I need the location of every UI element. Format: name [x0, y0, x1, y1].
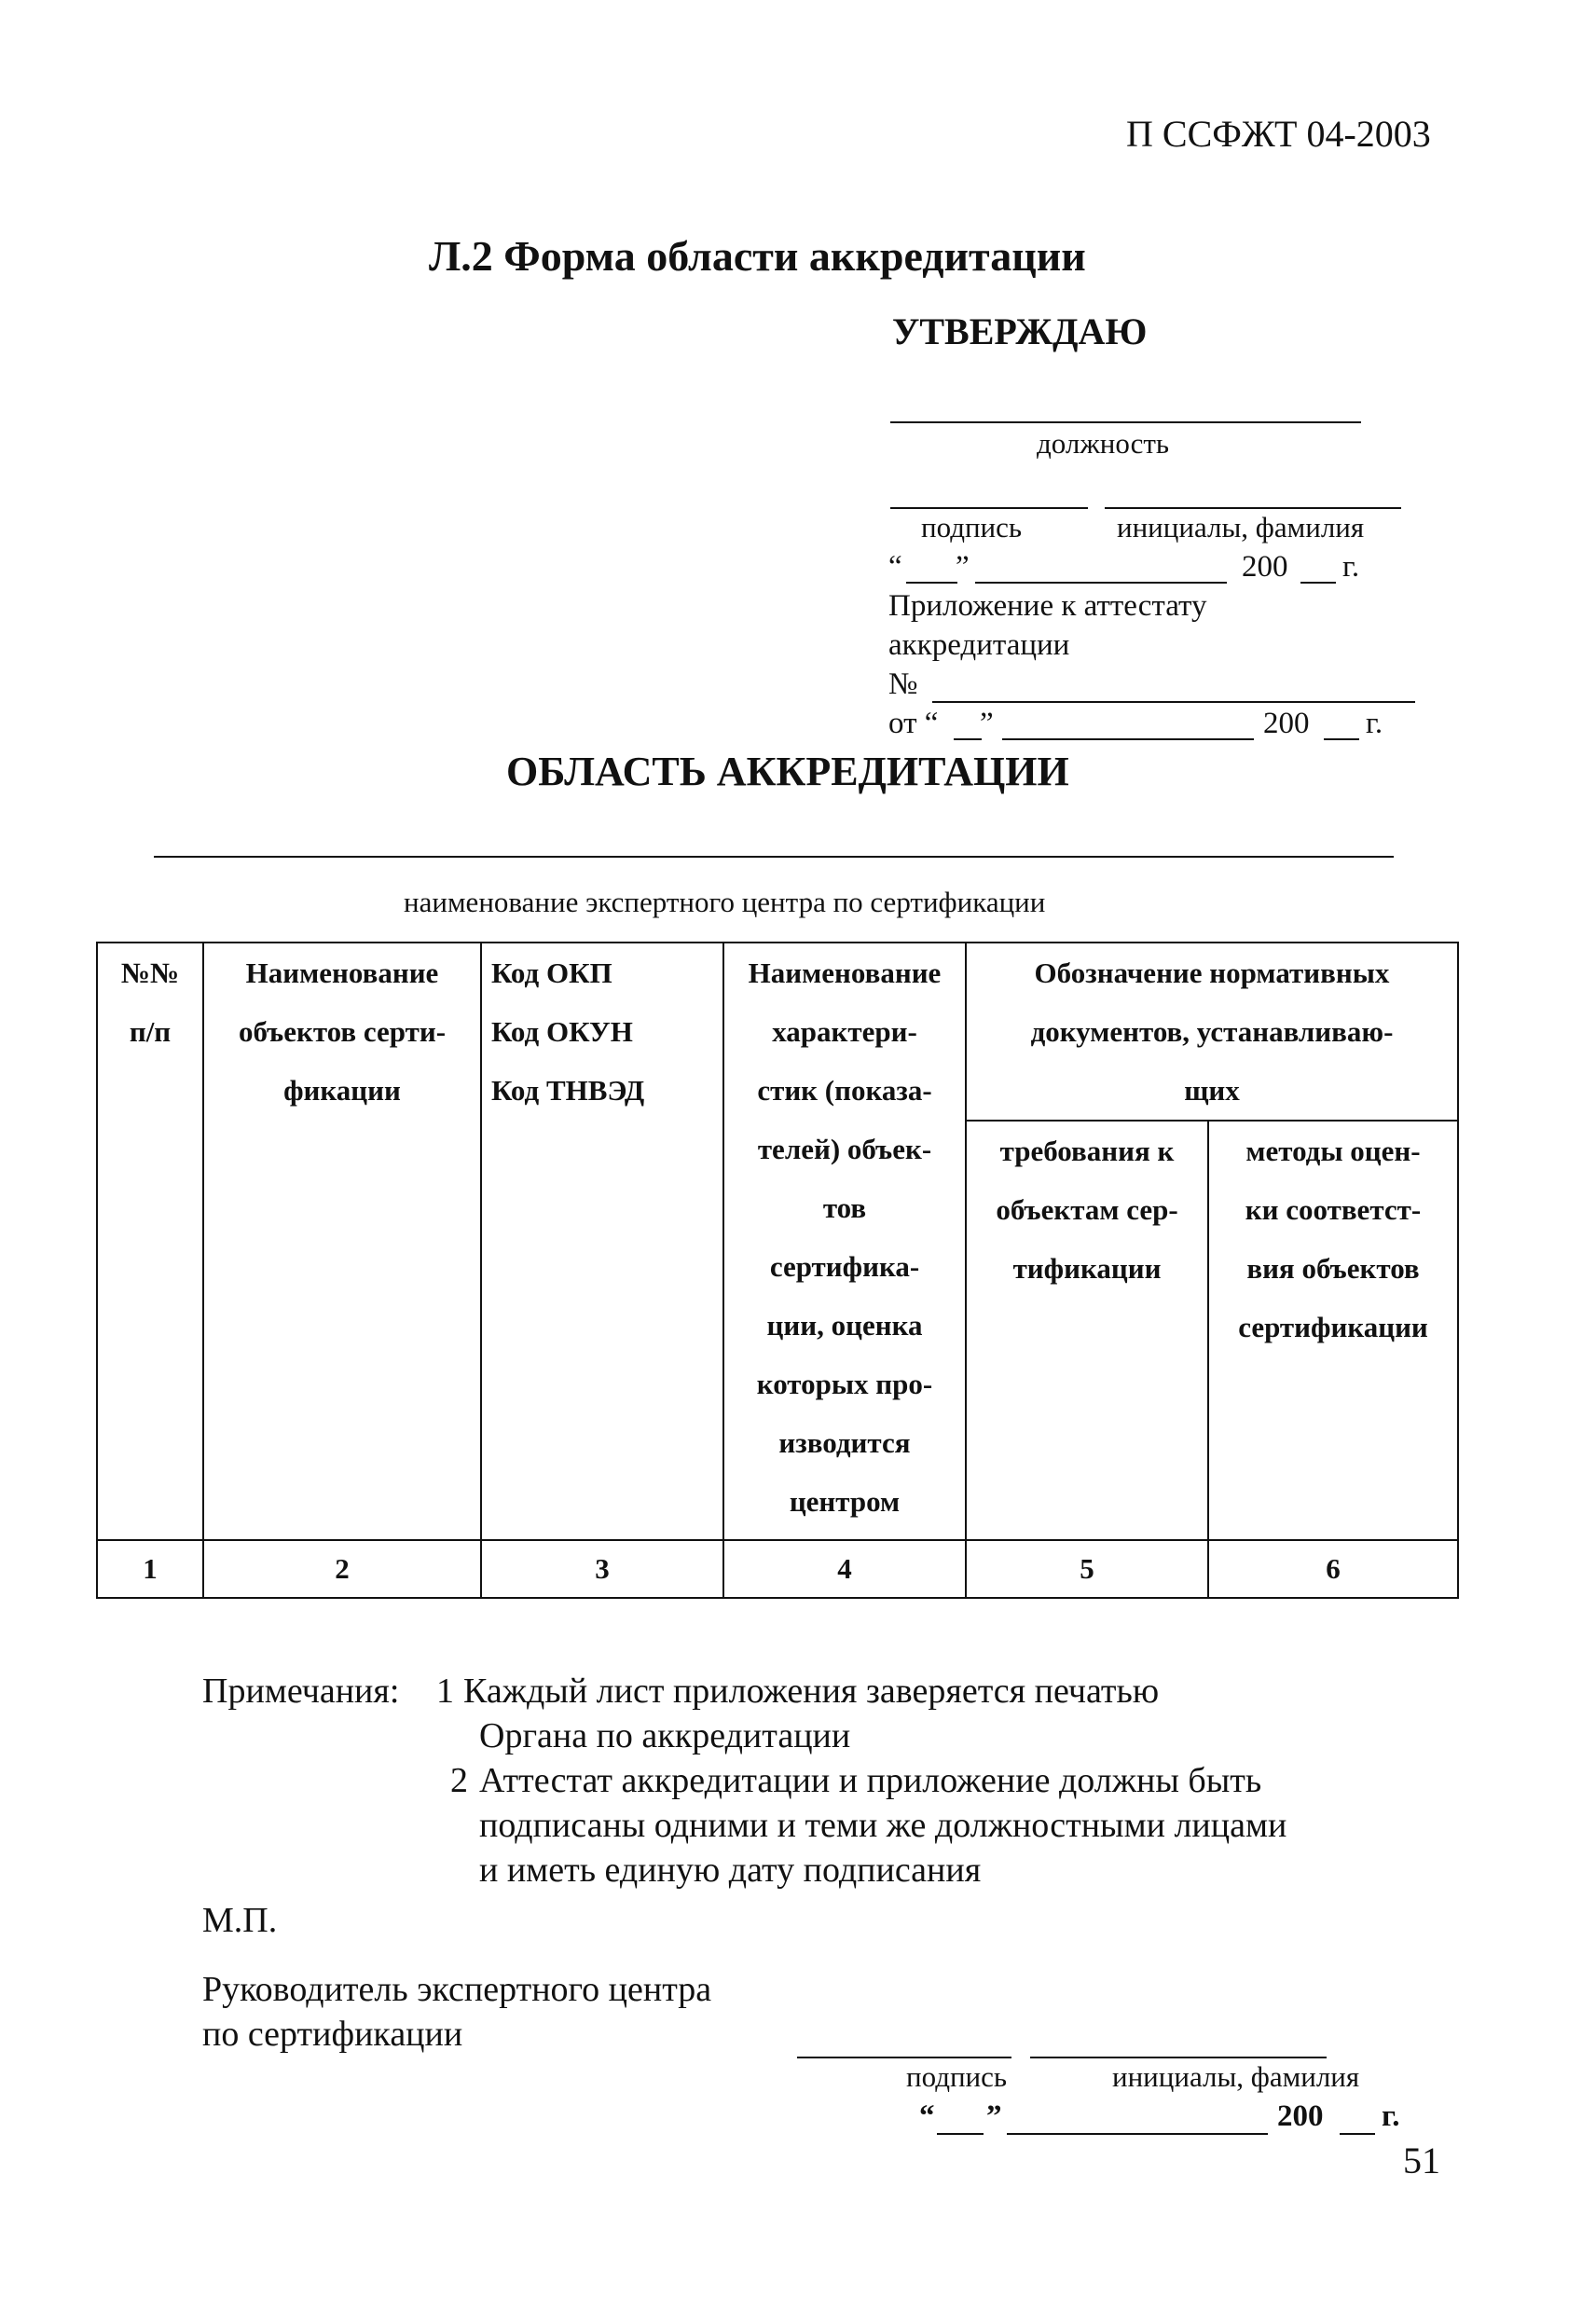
accreditation-table: [96, 942, 1459, 1599]
col-header-methods-line: ки соответст-: [1245, 1193, 1422, 1226]
col-header-number-line: п/п: [129, 1015, 172, 1048]
approval-title: УТВЕРЖДАЮ: [892, 310, 1148, 352]
head-name-line: [1030, 2057, 1327, 2058]
col-header-object-name-line: объектов серти-: [238, 1015, 447, 1048]
approval-year: 200: [1242, 550, 1288, 584]
head-year-line: [1340, 2133, 1375, 2135]
note-1-line-1: Каждый лист приложения заверяется печатью: [463, 1672, 1160, 1711]
appendix-line-2: аккредитации: [888, 628, 1070, 662]
seal-label: М.П.: [202, 1901, 278, 1940]
col-header-requirements-line: требования к: [999, 1135, 1175, 1167]
approval-month-line: [975, 582, 1227, 584]
col-header-normative-line: документов, устанавливаю-: [1030, 1015, 1394, 1048]
org-name-line: [154, 856, 1394, 858]
col-header-object-name-line: Наименование: [245, 956, 439, 989]
head-day-line: [937, 2133, 984, 2135]
note-2-line-2: подписаны одними и теми же должностными лицами: [479, 1806, 1287, 1845]
approval-date-close: ”: [956, 550, 970, 584]
from-month-line: [1002, 738, 1254, 740]
col-header-codes-line: Код ОКУН: [491, 1015, 633, 1048]
from-year-suffix: г.: [1366, 707, 1383, 740]
from-year: 200: [1263, 707, 1310, 740]
col-header-characteristics-line: стик (показа-: [757, 1074, 932, 1107]
column-number: 5: [966, 1540, 1208, 1598]
col-header-normative-documents: [966, 943, 1458, 1121]
head-title-line-1: Руководитель экспертного центра: [202, 1970, 712, 2009]
col-header-object-name: [203, 943, 481, 1540]
note-2-line-1: Аттестат аккредитации и приложение должны быть: [479, 1761, 1262, 1800]
note-1-line-2: Органа по аккредитации: [479, 1716, 851, 1755]
number-sign: №: [888, 667, 918, 701]
position-caption: должность: [1037, 427, 1170, 460]
col-header-requirements-line: тификации: [1012, 1252, 1162, 1285]
col-header-number: [97, 943, 203, 1540]
col-header-codes-line: Код ТНВЭД: [491, 1074, 645, 1107]
col-header-normative-line: Обозначение нормативных: [1034, 956, 1390, 989]
col-header-normative-line: щих: [1184, 1074, 1240, 1107]
from-day-line: [954, 738, 982, 740]
col-header-methods: [1208, 1121, 1458, 1540]
col-header-codes: [481, 943, 723, 1540]
head-signature-line: [797, 2057, 1011, 2058]
col-header-characteristics-line: характери-: [772, 1015, 917, 1048]
notes-prefix: Примечания:: [202, 1672, 400, 1711]
head-month-line: [1007, 2133, 1268, 2135]
column-number: 2: [203, 1540, 481, 1598]
col-header-characteristics: [723, 943, 966, 1540]
column-number: 3: [481, 1540, 723, 1598]
head-title-line-2: по сертификации: [202, 2015, 463, 2054]
head-signature-caption: подпись: [906, 2060, 1008, 2093]
note-2-number: 2: [450, 1761, 468, 1800]
page-number: 51: [1403, 2140, 1440, 2181]
signature-caption: подпись: [921, 511, 1023, 544]
from-date-close: ”: [980, 707, 994, 740]
col-header-characteristics-line: тов: [822, 1191, 867, 1224]
document-code: П ССФЖТ 04-2003: [1126, 113, 1431, 155]
col-header-requirements-line: объектам сер-: [996, 1193, 1178, 1226]
number-line: [932, 701, 1415, 703]
note-1-number: 1: [436, 1672, 454, 1711]
col-header-methods-line: вия объектов: [1246, 1252, 1420, 1285]
org-name-caption: наименование экспертного центра по сертификации: [404, 886, 1046, 918]
from-year-line: [1324, 738, 1359, 740]
head-year: 200: [1277, 2099, 1324, 2133]
column-number: 6: [1208, 1540, 1458, 1598]
head-date-close: ”: [986, 2099, 1002, 2133]
position-line: [890, 421, 1361, 423]
name-line: [1105, 507, 1401, 509]
head-date-open: “: [919, 2099, 935, 2133]
col-header-methods-line: методы оцен-: [1245, 1135, 1421, 1167]
section-title: Л.2 Форма области аккредитации: [429, 232, 1086, 280]
approval-year-suffix: г.: [1342, 550, 1360, 584]
head-name-caption: инициалы, фамилия: [1112, 2060, 1360, 2093]
area-title: ОБЛАСТЬ АККРЕДИТАЦИИ: [506, 749, 1069, 794]
column-number: 4: [723, 1540, 966, 1598]
approval-day-line: [906, 582, 957, 584]
note-2-line-3: и иметь единую дату подписания: [479, 1851, 982, 1890]
approval-date-open: “: [888, 550, 902, 584]
col-header-codes-line: Код ОКП: [491, 956, 612, 989]
appendix-line-1: Приложение к аттестату: [888, 589, 1207, 623]
approval-year-line: [1300, 582, 1336, 584]
col-header-characteristics-line: изводится: [778, 1426, 911, 1459]
col-header-characteristics-line: телей) объек-: [757, 1133, 932, 1165]
name-caption: инициалы, фамилия: [1117, 511, 1365, 544]
signature-line: [890, 507, 1088, 509]
col-header-characteristics-line: которых про-: [756, 1368, 933, 1400]
col-header-methods-line: сертификации: [1238, 1311, 1428, 1343]
col-header-characteristics-line: Наименование: [748, 956, 942, 989]
head-year-suffix: г.: [1382, 2099, 1400, 2133]
column-number: 1: [97, 1540, 203, 1598]
col-header-characteristics-line: центром: [789, 1485, 901, 1518]
from-prefix: от “: [888, 707, 939, 740]
col-header-object-name-line: фикации: [283, 1074, 401, 1107]
col-header-characteristics-line: сертифика-: [769, 1250, 920, 1283]
col-header-number-line: №№: [120, 956, 180, 989]
col-header-characteristics-line: ции, оценка: [766, 1309, 923, 1342]
col-header-requirements: [966, 1121, 1208, 1540]
